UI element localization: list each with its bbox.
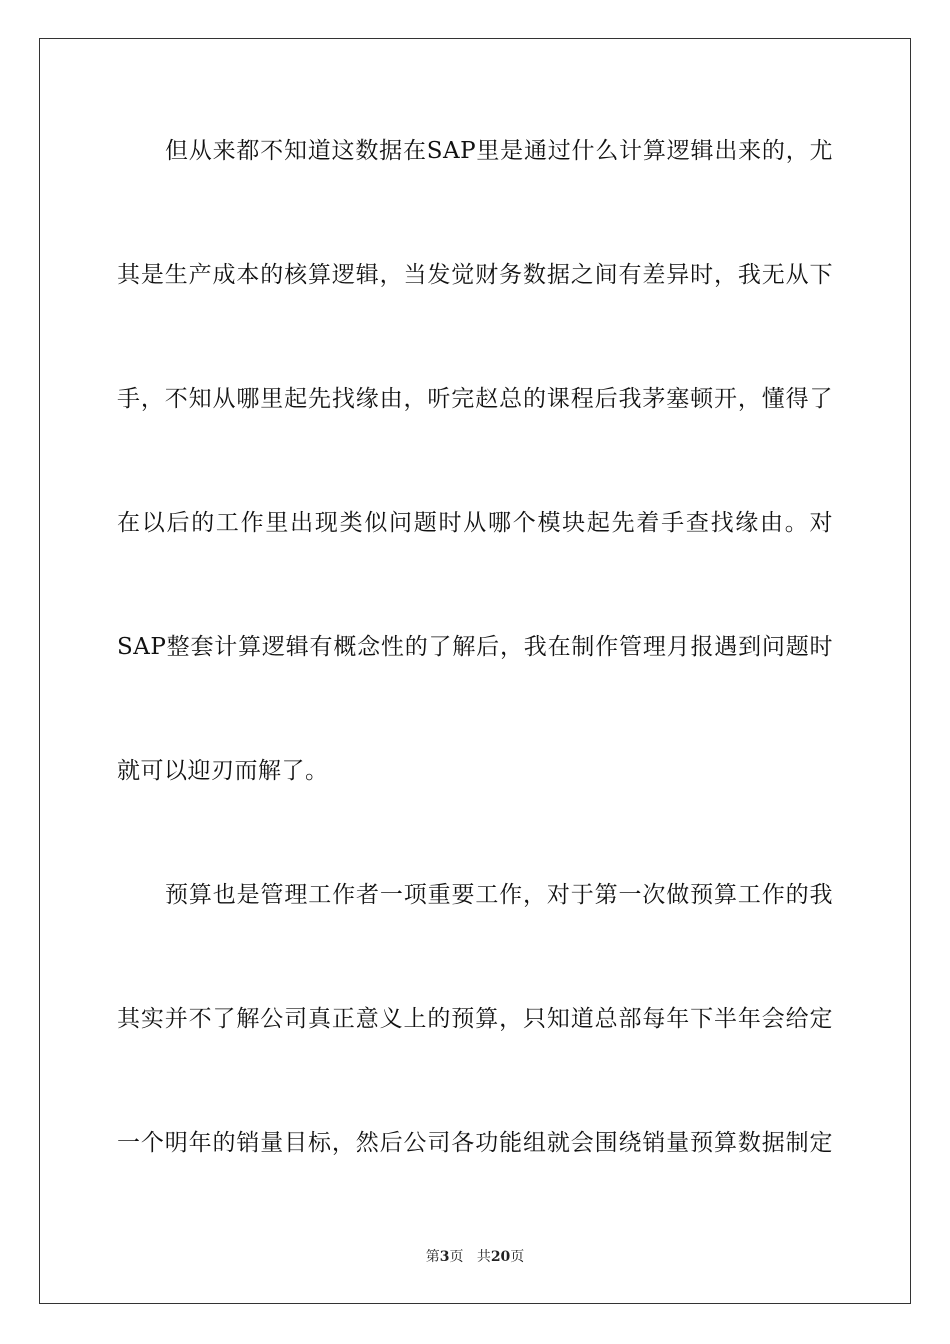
- page-suffix: 页: [449, 1249, 464, 1265]
- body-text-line-6: 就可以迎刃而解了。: [117, 758, 329, 784]
- body-text-line-7: 预算也是管理工作者一项重要工作，对于第一次做预算工作的我: [165, 882, 833, 908]
- body-text-line-1: 但从来都不知道这数据在SAP里是通过什么计算逻辑出来的，尤: [165, 138, 833, 164]
- body-text-line-4: 在以后的工作里出现类似问题时从哪个模块起先着手查找缘由。对: [117, 510, 833, 536]
- page-border: [39, 38, 911, 1304]
- total-pages: 20: [490, 1249, 511, 1265]
- body-text-line-5: SAP整套计算逻辑有概念性的了解后，我在制作管理月报遇到问题时: [117, 634, 833, 660]
- body-text-line-3: 手，不知从哪里起先找缘由，听完赵总的课程后我茅塞顿开，懂得了: [117, 386, 833, 412]
- total-suffix: 页: [510, 1249, 525, 1265]
- page-prefix: 第: [425, 1249, 440, 1265]
- body-text-line-2: 其是生产成本的核算逻辑，当发觉财务数据之间有差异时，我无从下: [117, 262, 833, 288]
- body-text-line-9: 一个明年的销量目标，然后公司各功能组就会围绕销量预算数据制定: [117, 1130, 833, 1156]
- page-number: 3: [439, 1249, 450, 1265]
- body-text-line-8: 其实并不了解公司真正意义上的预算，只知道总部每年下半年会给定: [117, 1006, 833, 1032]
- total-prefix: 共: [476, 1249, 491, 1265]
- page-footer: [0, 1248, 950, 1266]
